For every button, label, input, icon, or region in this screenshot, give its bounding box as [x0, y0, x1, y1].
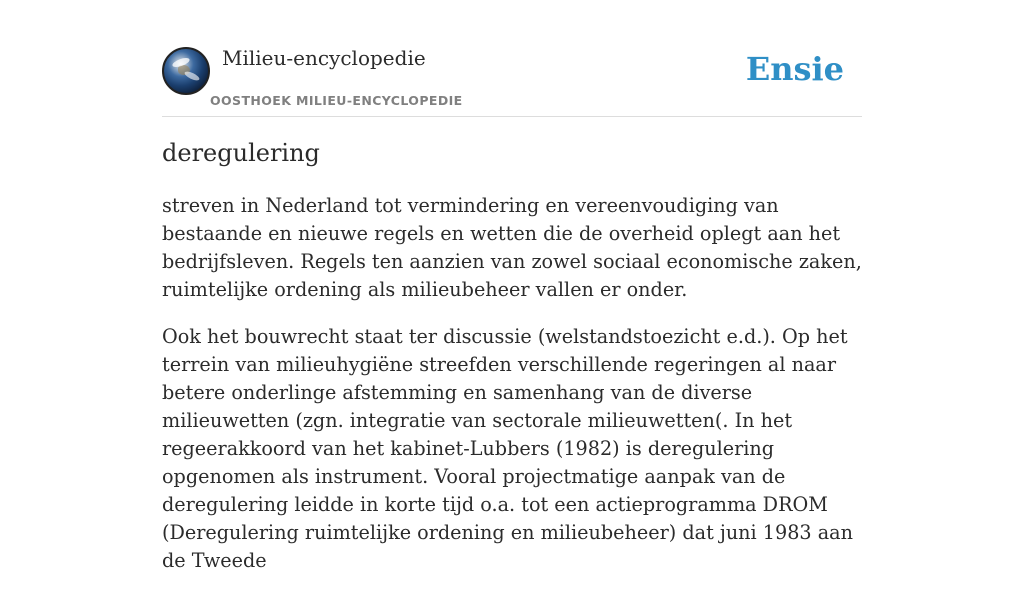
article-content [162, 192, 867, 594]
site-subtitle[interactable]: OOSTHOEK MILIEU-ENCYCLOPEDIE [210, 93, 463, 108]
article-paragraph: Ook het bouwrecht staat ter discussie (welstandstoezicht e.d.). Op het terrein van milieuhygiëne streefden verschillende regeringen al naar betere onderlinge afstemming en samenhang van de diverse milieuwetten (zgn. integratie van sectorale milieuwetten(. In het regeerakkoord van het kabinet-Lubbers (1982) is deregulering opgenomen als instrument. Vooral projectmatige aanpak van de deregulering leidde in korte tijd o.a. tot een actieprogramma DROM (Deregulering ruimtelijke ordening en milieubeheer) dat juni 1983 aan de Tweede [162, 325, 853, 572]
article-paragraph: streven in Nederland tot vermindering en vereenvoudiging van bestaande en nieuwe regels en wetten die de overheid oplegt aan het bedrijfsleven. Regels ten aanzien van zowel sociaal economische zaken, ruimtelijke ordening als milieubeheer vallen er onder. [162, 194, 862, 301]
globe-cloud-shape [183, 70, 200, 82]
earth-globe-icon[interactable] [162, 47, 210, 95]
site-title-link[interactable]: Milieu-encyclopedie [222, 46, 426, 70]
ensie-logo[interactable]: Ensie [745, 50, 844, 88]
site-header [162, 40, 862, 117]
article-term-title: deregulering [162, 139, 320, 167]
